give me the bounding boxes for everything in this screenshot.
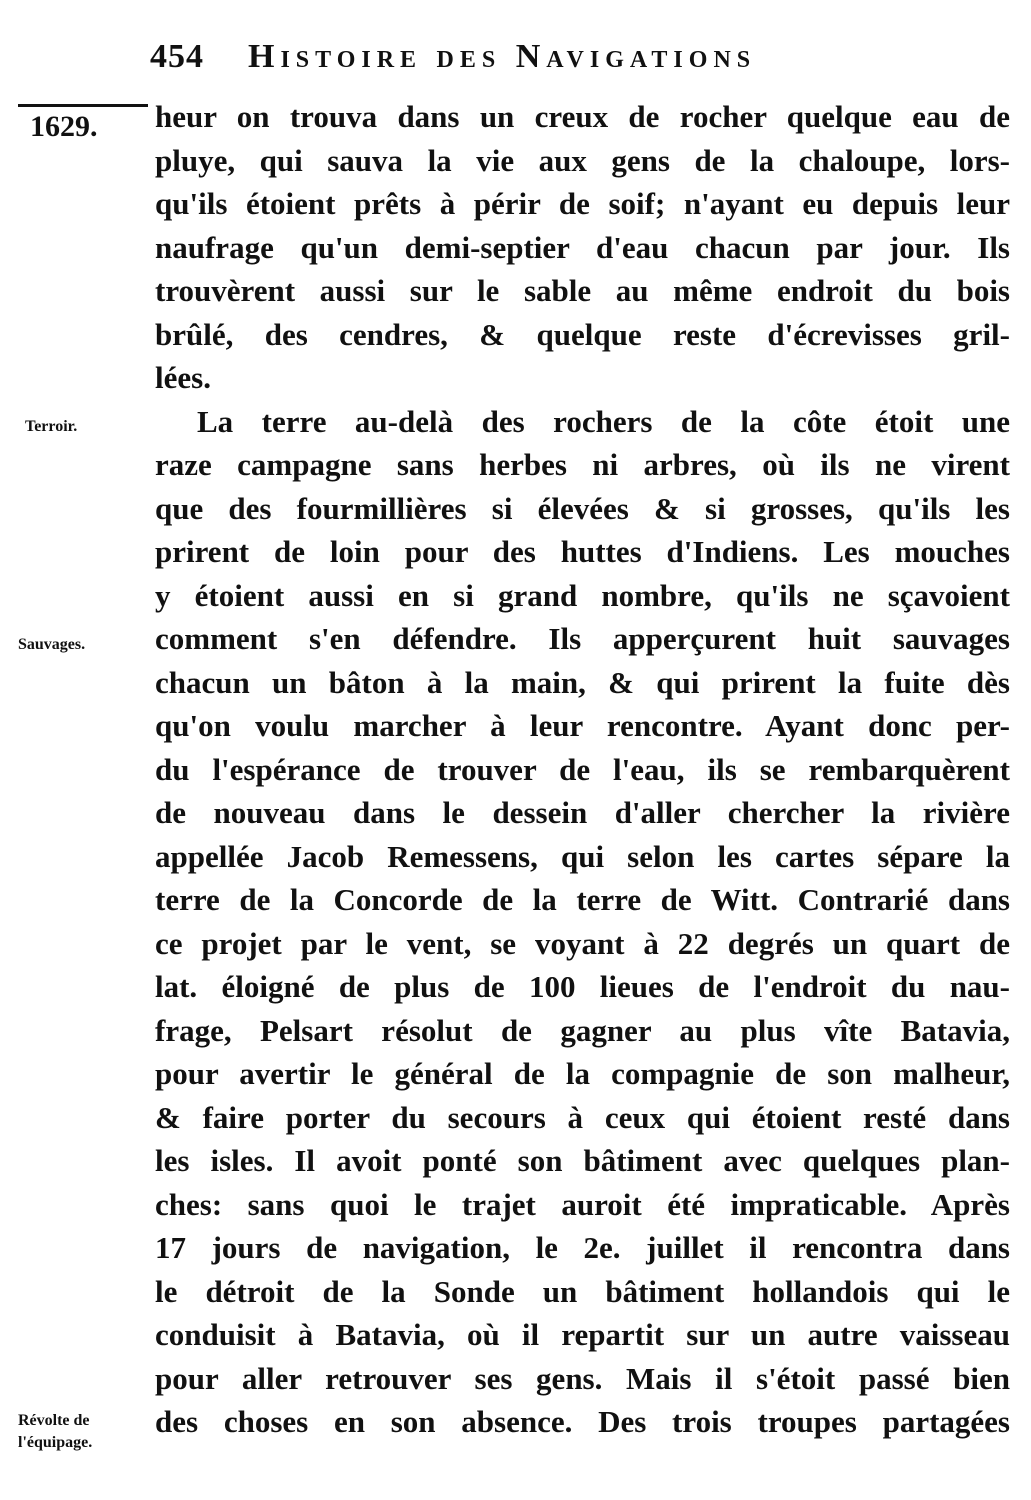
text-line: pour aller retrouver ses gens. Mais il s'étoit passé bien [155,1360,1010,1396]
text-line: ce projet par le vent, se voyant à 22 degrés un quart de [155,925,1010,961]
text-line: La terre au-delà des rochers de la côte étoit une [197,403,1010,439]
text-line: que des fourmillières si élevées & si grosses, qu'ils les [155,490,1010,526]
text-line: lat. éloigné de plus de 100 lieues de l'endroit du nau- [155,969,1010,1004]
body-text [155,95,1010,1444]
text-line: des choses en son absence. Des trois troupes partagées [155,1404,1010,1439]
text-line: prirent de loin pour des huttes d'Indiens. Les mouches [155,534,1010,569]
text-line: appellée Jacob Remessens, qui selon les cartes sépare la [155,838,1010,874]
text-line: naufrage qu'un demi-septier d'eau chacun par jour. Ils [155,229,1010,265]
page-number: 454 [150,38,204,75]
text-line: brûlé, des cendres, & quelque reste d'écrevisses gril- [155,316,1010,352]
text-line: terre de la Concorde de la terre de Witt. Contrarié dans [155,882,1010,917]
text-line: le détroit de la Sonde un bâtiment hollandois qui le [155,1273,1010,1309]
text-line: de nouveau dans le dessein d'aller chercher la rivière [155,795,1010,830]
text-line: chacun un bâton à la main, & qui prirent la fuite dès [155,664,1010,700]
text-line: trouvèrent aussi sur le sable au même endroit du bois [155,273,1010,308]
text-line: pour avertir le général de la compagnie de son malheur, [155,1056,1010,1091]
margin-rule [18,104,148,107]
text-line: lées. [155,360,211,395]
text-line: comment s'en défendre. Ils apperçurent huit sauvages [155,621,1010,656]
margin-note-terroir: Terroir. [25,418,78,435]
text-line: du l'espérance de trouver de l'eau, ils se rembarquèrent [155,751,1010,787]
text-line: conduisit à Batavia, où il repartit sur un autre vaisseau [155,1317,1010,1352]
text-line: ches: sans quoi le trajet auroit été impraticable. Après [155,1186,1010,1222]
text-line: & faire porter du secours à ceux qui étoient resté dans [155,1099,1010,1135]
text-line: qu'ils étoient prêts à périr de soif; n'ayant eu depuis leur [155,186,1010,221]
margin-year: 1629. [30,110,98,143]
page-header [150,38,1010,88]
text-line: 17 jours de navigation, le 2e. juillet il rencontra dans [155,1230,1010,1265]
text-line: les isles. Il avoit ponté son bâtiment avec quelques plan- [155,1143,1010,1178]
text-line: pluye, qui sauva la vie aux gens de la chaloupe, lors- [155,142,1010,178]
text-line: qu'on voulu marcher à leur rencontre. Ayant donc per- [155,708,1010,743]
text-line: y étoient aussi en si grand nombre, qu'ils ne sçavoient [155,577,1010,613]
margin-note-revolte: Révolte de l'équipage. [18,1412,93,1451]
text-line: frage, Pelsart résolut de gagner au plus vîte Batavia, [155,1012,1010,1048]
margin-note-sauvages: Sauvages. [18,636,86,653]
running-title: Histoire des Navigations [248,38,757,75]
text-line: raze campagne sans herbes ni arbres, où ils ne virent [155,447,1010,482]
text-line: heur on trouva dans un creux de rocher quelque eau de [155,99,1010,134]
